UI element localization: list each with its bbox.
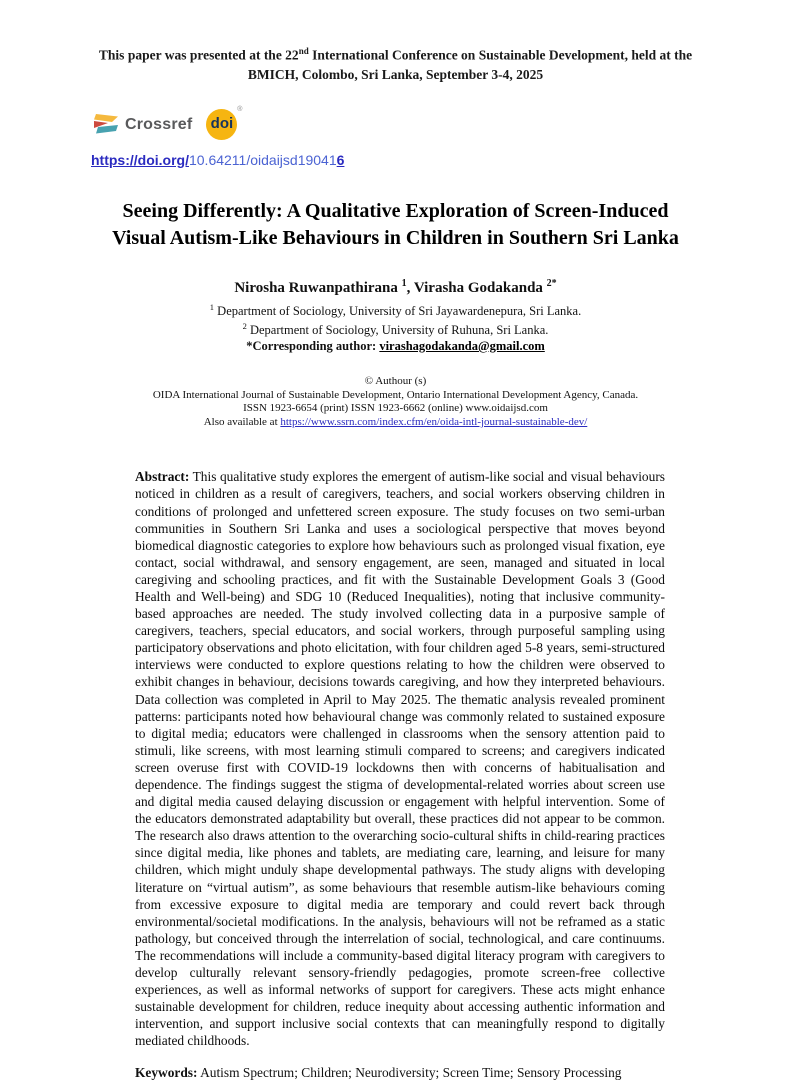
doi-logo-label: doi (210, 115, 234, 132)
author-2-affiliation-mark: 2* (546, 277, 557, 289)
affiliation-1-mark: 1 (209, 301, 215, 312)
affiliation-2-mark: 2 (242, 321, 247, 332)
conference-note-line2: BMICH, Colombo, Sri Lanka, September 3-4, 2025 (247, 66, 544, 82)
keywords-label: Keywords: (135, 1064, 198, 1080)
availability-line (0, 416, 791, 430)
keywords (135, 1064, 675, 1081)
crossref-label: Crossref (125, 115, 193, 133)
conference-note-text-cont: International Conference on Sustainable Development, held at the (308, 47, 693, 63)
conference-note-text: This paper was presented at the 22 (98, 47, 299, 63)
ssrn-link[interactable]: https://www.ssrn.com/index.cfm/en/oida-intl-journal-sustainable-dev/ (280, 415, 588, 428)
abstract-body: This qualitative study explores the emergent of autism-like social and visual behaviours noticed in children as a result of caregivers, teachers, and social workers observing children in conditions of prolonged and unfettered screen exposure. The study focuses on two semi-urban communities in Southern Sri Lanka and uses a sociological perspective that moves beyond biomedical diagnostic categories to explore how behaviours such as prolonged visual fixation, eye contact, social withdrawal, and sensory engagement, are seen, managed and situated in local caregiving and schooling practices, and fit with the Sustainable Development Goals 3 (Good Health and Well-being) and SDG 10 (Reduced Inequalities), noting that inclusive community-based approaches are needed. The study involved collecting data in a purposive sample of caregivers, teachers, special educators, and social workers, through purposeful sampling using participatory observations and photo elicitation, with four children aged 5-8 years, semi-structured interviews were conducted to explore questions relating to how the children were observed to exhibit changes in behaviour, decisions towards caregiving, and how they interpreted behaviours. Data collection was completed in April to May 2025. The thematic analysis revealed prominent patterns: participants noted how behavioural change was commonly related to sustained exposure to digital media; educators were challenged in classrooms when the sensory attention paid to stimuli, like screens, with most learning stimuli compared to screens; and caregivers indicated screen overuse first with COVID-19 lockdowns then with concerns of habitualisation and dependence. The findings suggest the stigma of developmental-related worries about screen use and digital media caused delaying discussion or engagement with helpful intervention. Some of the educators demonstrated adaptability but overall, these practices did not appear to be common. The research also draws attention to the overarching socio-cultural shifts in child-rearing practices since digital media, like phones and tablets, are mediating care, learning, and leisure for many children, which might unduly shape developmental pathways. The study aligns with developing literature on “virtual autism”, as some behaviours that resemble autism-like behaviours coming from excessive exposure to digital media are temporary and could revert back through environmental/societal modifications. In the analysis, behaviours will not be reframed as a static pathology, but conceived through the interrelation of social, technological, and care continuums. The recommendations will include a community-based digital literacy program with caregivers to develop culturally relevant sensory-friendly pedagogies, promote screen-free collective experiences, as well as informal networks of support for caregivers. These acts might enhance sustainable development for children, reduce inequity about accessing authentic information and intervention, and support inclusive social contexts that can meaningfully respond to digitally mediated childhoods. (135, 469, 665, 1049)
author-1-affiliation-mark: 1 (401, 277, 407, 289)
paper-title-line1: Seeing Differently: A Qualitative Exploration of Screen-Induced (122, 199, 669, 222)
affiliation-2 (0, 319, 791, 339)
doi-logo (206, 106, 243, 140)
conference-note (0, 42, 791, 84)
issn-line: ISSN 1923-6654 (print) ISSN 1923-6662 (online) www.oidaijsd.com (243, 402, 548, 415)
copyright-line: © Authour (s) (364, 375, 427, 388)
author-1: Nirosha Ruwanpathirana (234, 279, 402, 296)
doi-link[interactable] (91, 152, 344, 168)
doi-link-suffix: 6 (336, 151, 345, 168)
paper-title (0, 198, 791, 252)
corresponding-author-line (0, 339, 791, 355)
doi-link-line (91, 152, 791, 168)
affiliations (0, 300, 791, 339)
paper-title-line2: Visual Autism-Like Behaviours in Children in Southern Sri Lanka (112, 226, 679, 249)
abstract-label: Abstract: (135, 469, 190, 485)
registered-trademark-icon: ® (237, 106, 243, 113)
corresponding-author-email-link[interactable]: virashagodakanda@gmail.com (379, 338, 545, 353)
doi-link-middle: 10.64211/oidaijsd19041 (188, 151, 337, 168)
corresponding-author-label: *Corresponding author: (246, 338, 380, 353)
availability-text: Also available at (203, 415, 281, 428)
abstract (135, 468, 665, 1049)
author-list (0, 278, 791, 297)
affiliation-2-text: Department of Sociology, University of Ruhuna, Sri Lanka. (246, 323, 549, 338)
crossref-icon (93, 114, 119, 136)
author-2: , Virasha Godakanda (406, 279, 547, 296)
journal-line: OIDA International Journal of Sustainable Development, Ontario International Development Agency, Canada. (152, 388, 639, 401)
conference-note-line1 (0, 42, 791, 65)
doi-link-prefix: https://doi.org/ (91, 151, 189, 168)
ordinal-superscript: nd (298, 46, 309, 56)
logo-row (93, 108, 791, 142)
affiliation-1 (0, 300, 791, 320)
journal-imprint (0, 375, 791, 429)
keywords-body: Autism Spectrum; Children; Neurodiversity; Screen Time; Sensory Processing (197, 1064, 622, 1080)
affiliation-1-text: Department of Sociology, University of Sri Jayawardenepura, Sri Lanka. (214, 303, 582, 318)
crossref-logo (93, 114, 192, 136)
